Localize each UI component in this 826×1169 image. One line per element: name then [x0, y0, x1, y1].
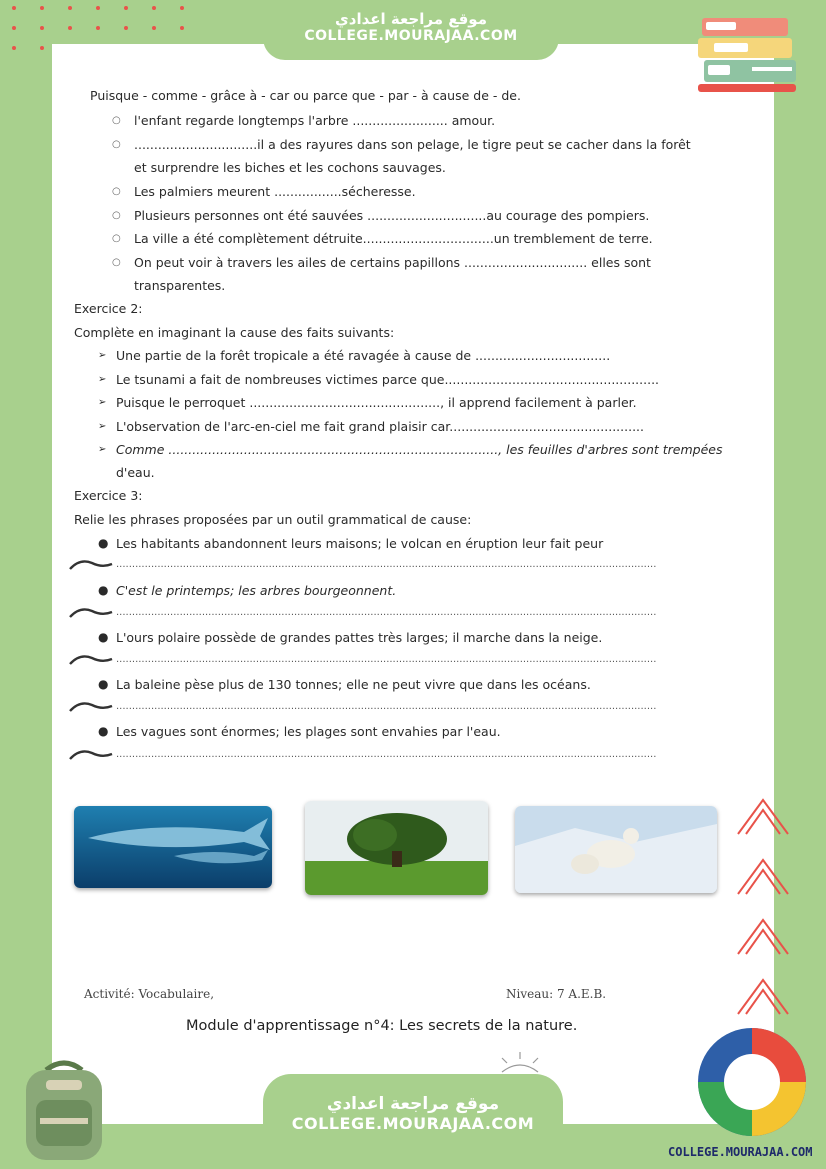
- exercise2-item: Une partie de la forêt tropicale a été ravagée à cause de ..................................: [116, 348, 611, 363]
- site-banner-bottom[interactable]: [263, 1074, 563, 1169]
- answer-line[interactable]: ..........................................................................................................................................................................: [116, 607, 656, 618]
- exercise1-item: La ville a été complètement détruite.................................un tremblement de terre.: [134, 231, 653, 246]
- chevron-up-icon: [732, 972, 794, 1020]
- bullet-circle-icon: ○: [112, 186, 121, 197]
- exercise3-title: Exercice 3:: [74, 488, 143, 503]
- whale-photo: [74, 806, 272, 888]
- banner-arabic-title: موقع مراجعة اعدادي: [335, 10, 487, 28]
- subjects-wheel-logo: [694, 1024, 810, 1140]
- exercise2-item: d'eau.: [116, 465, 155, 480]
- bullet-dot-icon: ●: [98, 724, 109, 738]
- exercise1-item: ...............................il a des rayures dans son pelage, le tigre peut se cacher dans la forêt: [134, 137, 691, 152]
- bullet-circle-icon: ○: [112, 257, 121, 268]
- exercise3-item: Les habitants abandonnent leurs maisons; le volcan en éruption leur fait peur: [116, 536, 604, 551]
- exercise1-item: et surprendre les biches et les cochons sauvages.: [134, 160, 446, 175]
- phone-handset-icon: [68, 560, 114, 572]
- answer-line[interactable]: ..........................................................................................................................................................................: [116, 749, 657, 760]
- module-title: Module d'apprentissage n°4: Les secrets de la nature.: [186, 1018, 578, 1034]
- banner-url[interactable]: COLLEGE.MOURAJAA.COM: [304, 28, 518, 44]
- bullet-circle-icon: ○: [112, 139, 121, 150]
- exercise1-item: transparentes.: [134, 278, 226, 293]
- bullet-dot-icon: ●: [98, 583, 109, 597]
- exercise2-instruction: Complète en imaginant la cause des faits suivants:: [74, 325, 395, 340]
- bullet-dot-icon: ●: [98, 536, 109, 550]
- exercise3-item: Les vagues sont énormes; les plages sont envahies par l'eau.: [116, 724, 501, 739]
- level-label: Niveau: 7 A.E.B.: [506, 987, 607, 1001]
- exercise2-item: Le tsunami a fait de nombreuses victimes parce que......................................................: [116, 372, 660, 387]
- backpack-icon: [16, 1056, 112, 1164]
- exercise2-item: Comme ..................................................................................., les feuilles d'arbres sont trempées: [116, 442, 723, 457]
- answer-line[interactable]: ..........................................................................................................................................................................: [116, 654, 657, 665]
- activity-label: Activité: Vocabulaire,: [84, 987, 215, 1001]
- tree-photo: [305, 801, 488, 895]
- exercise3-item: La baleine pèse plus de 130 tonnes; elle ne peut vivre que dans les océans.: [116, 677, 591, 692]
- arrow-bullet-icon: ➢: [98, 421, 107, 432]
- arrow-bullet-icon: ➢: [98, 374, 107, 385]
- bullet-dot-icon: ●: [98, 630, 109, 644]
- exercise3-instruction: Relie les phrases proposées par un outil grammatical de cause:: [74, 512, 472, 527]
- banner-url[interactable]: COLLEGE.MOURAJAA.COM: [291, 1114, 535, 1133]
- bullet-circle-icon: ○: [112, 115, 121, 126]
- brand-logo-text[interactable]: COLLEGE.MOURAJAA.COM: [668, 1145, 813, 1159]
- bullet-dot-icon: ●: [98, 677, 109, 691]
- banner-arabic-title: موقع مراجعة اعدادي: [326, 1094, 500, 1114]
- bullet-circle-icon: ○: [112, 233, 121, 244]
- phone-handset-icon: [68, 655, 114, 667]
- exercise3-item: L'ours polaire possède de grandes pattes très larges; il marche dans la neige.: [116, 630, 603, 645]
- exercise2-item: Puisque le perroquet ................................................, il apprend facilement à parler.: [116, 395, 637, 410]
- phone-handset-icon: [68, 702, 114, 714]
- exercise1-item: l'enfant regarde longtemps l'arbre ........................ amour.: [134, 113, 496, 128]
- arrow-bullet-icon: ➢: [98, 397, 107, 408]
- phone-handset-icon: [68, 750, 114, 762]
- answer-line[interactable]: ..........................................................................................................................................................................: [116, 559, 656, 570]
- chevron-up-icon: [732, 852, 794, 900]
- exercise1-item: On peut voir à travers les ailes de certains papillons ............................... elles sont: [134, 255, 651, 270]
- chevron-up-icon: [732, 912, 794, 960]
- polar-bear-photo: [515, 806, 717, 893]
- exercise2-item: L'observation de l'arc-en-ciel me fait grand plaisir car.................................................: [116, 419, 644, 434]
- exercise2-title: Exercice 2:: [74, 301, 143, 316]
- phone-handset-icon: [68, 608, 114, 620]
- cause-connectors-list: Puisque - comme - grâce à - car ou parce que - par - à cause de - de.: [90, 88, 521, 103]
- exercise1-item: Les palmiers meurent .................sécheresse.: [134, 184, 416, 199]
- exercise3-item: C'est le printemps; les arbres bourgeonnent.: [116, 583, 397, 598]
- arrow-bullet-icon: ➢: [98, 350, 107, 361]
- sun-sketch-icon: [480, 1050, 560, 1074]
- bullet-circle-icon: ○: [112, 210, 121, 221]
- chevron-up-icon: [732, 792, 794, 840]
- answer-line[interactable]: ..........................................................................................................................................................................: [116, 701, 657, 712]
- exercise1-item: Plusieurs personnes ont été sauvées ..............................au courage des pompiers.: [134, 208, 650, 223]
- arrow-bullet-icon: ➢: [98, 444, 107, 455]
